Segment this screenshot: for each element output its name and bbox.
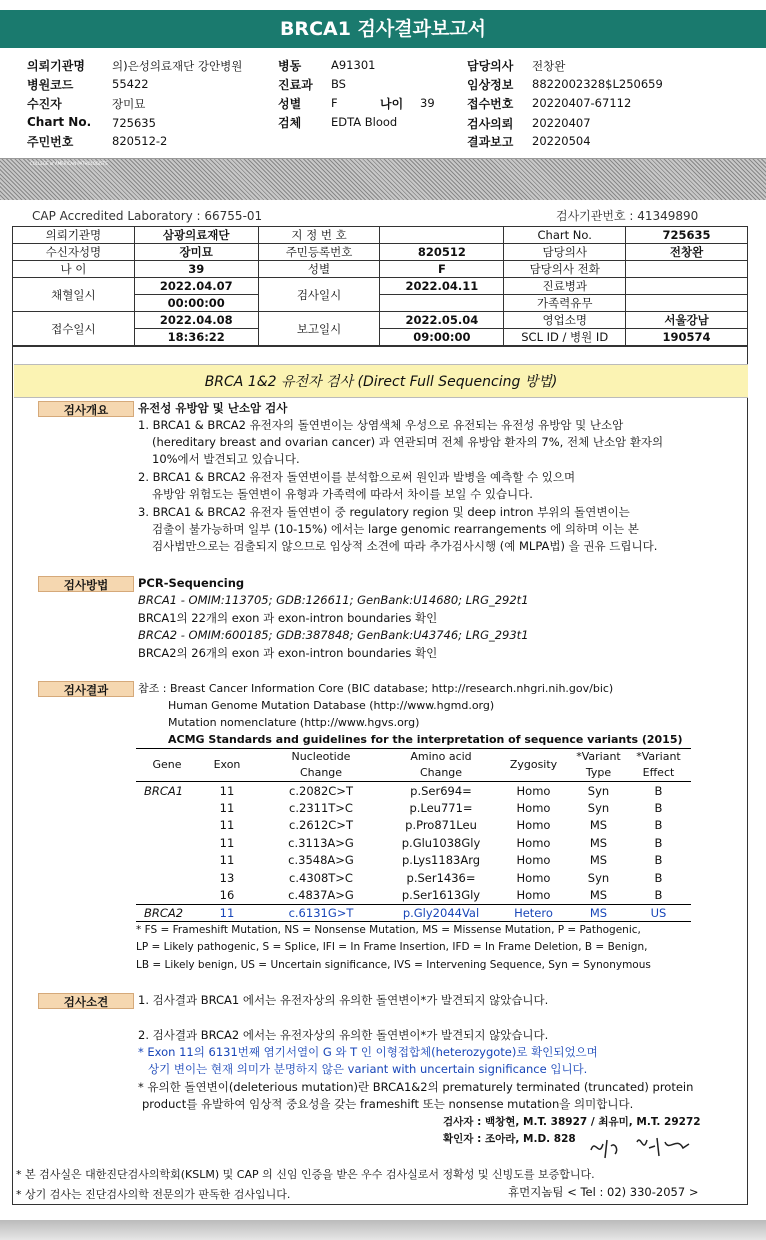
cap-accreditation: CAP Accredited Laboratory : 66755-01 [32,209,263,223]
info-value: F [380,261,504,278]
variant-header-row [136,749,691,782]
footer-contact: 휴먼지놈팀 < Tel : 02) 330-2057 > [508,1185,699,1199]
finding-line: product를 유발하여 임상적 중요성을 갖는 frameshift 또는 nonsense mutation을 의미합니다. [142,1097,634,1111]
tag-overview: 검사개요 [38,401,134,417]
variant-row [136,799,691,817]
variant-cell: p.Ser1613Gly [401,888,481,902]
info-label: 보고일시 [258,312,380,346]
value-ward: A91301 [331,58,376,72]
label-chart-no: Chart No. [27,115,92,129]
value-hospital-code: 55422 [112,77,149,91]
variant-cell: Homo [516,818,551,833]
patient-info-table [12,226,748,346]
variant-cell [136,817,198,835]
value-clinical: 8822002328$L250659 [532,77,663,91]
variant-cell: B [654,835,663,850]
variant-cell: MS [589,853,608,868]
overview-line: 10%에서 발견되고 있습니다. [152,452,300,466]
variant-cell: Syn [587,783,610,798]
info-row [13,312,748,329]
info-label: 주민등록번호 [258,244,380,261]
footer-note: * 상기 검사는 진단검사의학 전문의가 판독한 검사입니다. [16,1188,291,1201]
label-specimen: 검체 [278,116,302,130]
variant-cell: B [654,818,663,833]
value-reported: 20220504 [532,134,591,148]
variant-table [136,748,691,922]
variant-cell: Homo [516,888,551,902]
report-title: BRCA1 검사결과보고서 [0,10,766,48]
info-value: 2022.04.08 [134,312,258,329]
variant-cell: c.6131G>T [256,904,386,922]
info-value [626,278,748,295]
info-value [626,295,748,312]
value-requester: 의)은성의료재단 강안병원 [112,59,243,73]
variant-cell: Homo [516,853,551,868]
finding-line: 2. 검사결과 BRCA2 에서는 유전자상의 유의한 돌연변이*가 발견되지 않았습니다. [138,1028,549,1042]
overview-line: 3. BRCA1 & BRCA2 유전자 돌연변이 중 regulatory region 및 deep intron 부위의 돌연변이는 [138,505,630,519]
variant-row [136,869,691,887]
label-age: 나이 [380,97,404,111]
variant-row [136,887,691,905]
col-exon: Exon [198,749,256,782]
variant-cell: p.Lys1183Arg [401,853,481,868]
variant-row [136,852,691,870]
info-row [13,244,748,261]
value-specimen: EDTA Blood [331,115,398,129]
label-receipt: 접수번호 [467,97,514,111]
col-zygosity: Zygosity [496,749,571,782]
info-label: 담당의사 [504,244,626,261]
bottom-edge [0,1220,766,1240]
variant-row [136,782,691,800]
variant-cell: c.4837A>G [288,888,354,902]
info-value: 2022.04.11 [380,278,504,295]
label-hospital-code: 병원코드 [27,78,74,92]
info-label: 의뢰기관명 [13,227,135,244]
tag-findings: 검사소견 [38,993,134,1009]
variant-cell: MS [589,888,608,902]
reference-line: Mutation nomenclature (http://www.hgvs.org) [168,716,420,729]
info-label: 성별 [258,261,380,278]
info-value: 장미묘 [134,244,258,261]
method-line: BRCA1의 22개의 exon 과 exon-intron boundaries 확인 [138,611,438,625]
overview-line: 유방암 위험도는 돌연변이 유형과 가족력에 따라서 차이를 보일 수 있습니다. [152,487,533,501]
overview-line: 검출이 불가능하며 일부 (10-15%) 에서는 large genomic rearrangements 에 의하며 이는 본 [152,522,639,536]
overview-heading: 유전성 유방암 및 난소암 검사 [138,401,288,415]
finding-line-highlight: 상기 변이는 현재 의미가 분명하지 않은 variant with uncertain significance 입니다. [148,1062,588,1076]
variant-cell: 11 [219,818,235,833]
variant-cell: Homo [516,800,551,815]
variant-cell: US [626,904,691,922]
label-reported: 결과보고 [467,135,514,149]
info-value [380,227,504,244]
variant-cell [136,887,198,905]
method-line: BRCA2 - OMIM:600185; GDB:387848; GenBank:U43746; LRG_293t1 [138,628,529,642]
reference-line: ACMG Standards and guidelines for the interpretation of sequence variants (2015) [168,733,683,746]
variant-cell: p.Ser694= [410,783,472,798]
label-sex: 성별 [278,97,302,111]
variant-cell: p.Leu771= [409,800,473,815]
info-value [626,261,748,278]
variant-row [136,817,691,835]
value-age: 39 [420,96,435,110]
overview-line: 2. BRCA1 & BRCA2 유전자 돌연변이를 분석함으로써 원인과 발병을 예측할 수 있으며 [138,470,576,484]
info-value: 190574 [626,329,748,346]
signature-icon [585,1128,695,1164]
info-value: 820512 [380,244,504,261]
info-row [13,261,748,278]
variant-cell: c.2082C>T [289,783,353,798]
info-label: 가족력유무 [504,295,626,312]
variant-row [136,834,691,852]
info-value: 09:00:00 [380,329,504,346]
finding-line: 1. 검사결과 BRCA1 에서는 유전자상의 유의한 돌연변이*가 발견되지 않았습니다. [138,993,549,1007]
info-label: Chart No. [504,227,626,244]
variant-cell: MS [571,904,626,922]
value-receipt: 20220407-67112 [532,96,632,110]
footnote-line: * FS = Frameshift Mutation, NS = Nonsense Mutation, MS = Missense Mutation, P = Pathogenic, [136,924,641,936]
info-row [13,227,748,244]
info-value: 전창완 [626,244,748,261]
col-variant-effect: *Variant Effect [626,749,691,782]
footnote-line: LP = Likely pathogenic, S = Splice, IFI = In Frame Insertion, IFD = In Frame Deletion, B = Benign, [136,941,648,953]
info-value: 00:00:00 [134,295,258,312]
value-id-no: 820512-2 [112,134,168,148]
col-gene: Gene [136,749,198,782]
variant-cell: p.Ser1436= [406,870,476,885]
footnote-line: LB = Likely benign, US = Uncertain significance, IVS = Intervening Sequence, Syn = Synonymous [136,959,651,971]
variant-cell: B [654,870,663,885]
variant-cell [136,799,198,817]
variant-cell: p.Glu1038Gly [401,835,481,850]
variant-cell: B [654,800,663,815]
variant-cell: BRCA1 [144,783,184,798]
info-row [13,278,748,295]
overview-line: 1. BRCA1 & BRCA2 유전자의 돌연변이는 상염색체 우성으로 유전되는 유전성 유방암 및 난소암 [138,418,624,432]
info-label: 수신자성명 [13,244,135,261]
tag-results: 검사결과 [38,681,134,697]
variant-cell: c.2311T>C [289,800,353,815]
info-label: 영업소명 [504,312,626,329]
confirmer-name: 확인자 : 조아라, M.D. 828 [443,1133,576,1145]
label-id-no: 주민번호 [27,135,74,149]
variant-cell: B [654,853,663,868]
variant-cell: c.2612C>T [289,818,353,833]
variant-cell: Hetero [496,904,571,922]
label-ward: 병동 [278,59,302,73]
method-line: BRCA2의 26개의 exon 과 exon-intron boundaries 확인 [138,646,438,660]
overview-line: (hereditary breast and ovarian cancer) 과 연관되며 전체 유방암 환자의 7%, 전체 난소암 환자의 [152,435,664,449]
variant-cell: Syn [587,870,610,885]
variant-cell: c.4308T>C [289,870,353,885]
scanned-band [0,158,766,200]
label-clinical: 임상정보 [467,78,514,92]
reference-line: 참조 : Breast Cancer Information Core (BIC database; http://research.nhgri.nih.gov/bic) [138,682,614,695]
info-value: 725635 [626,227,748,244]
label-doctor: 담당의사 [467,59,514,73]
label-requester: 의뢰기관명 [27,59,85,73]
variant-cell: p.Pro871Leu [405,818,477,833]
value-dept: BS [331,77,346,91]
variant-cell: Homo [516,783,551,798]
variant-cell: c.3548A>G [288,853,354,868]
variant-cell: 11 [219,783,235,798]
footer-accreditation: * 본 검사실은 대한진단검사의학회(KSLM) 및 CAP 의 신임 인증을 받은 우수 검사실로서 정확성 및 신빙도를 보증합니다. [16,1168,595,1181]
label-dept: 진료과 [278,78,313,92]
info-value: 삼광의료재단 [134,227,258,244]
info-value: 39 [134,261,258,278]
variant-cell: B [654,783,663,798]
col-nucleotide: Nucleotide Change [256,749,386,782]
info-label: 나 이 [13,261,135,278]
variant-cell: B [654,888,663,902]
variant-cell: 13 [219,870,235,885]
info-value: 2022.05.04 [380,312,504,329]
value-sex: F [331,96,338,110]
cap-caption: COLLEGE of AMERICAN PATHOLOGISTS [30,161,108,166]
info-value: 2022.04.07 [134,278,258,295]
variant-cell [136,834,198,852]
finding-line: * 유의한 돌연변이(deleterious mutation)란 BRCA1&2의 prematurely terminated (truncated) protein [138,1080,694,1094]
variant-cell: MS [589,835,608,850]
variant-cell: Syn [587,800,610,815]
info-label: 채혈일시 [13,278,135,312]
variant-cell: Homo [516,870,551,885]
info-label: 지 정 번 호 [258,227,380,244]
method-heading: PCR-Sequencing [138,576,245,590]
variant-cell: p.Gly2044Val [386,904,496,922]
value-chart-no: 725635 [112,116,156,130]
info-label: 접수일시 [13,312,135,346]
tester-names: 검사자 : 백창현, M.T. 38927 / 최유미, M.T. 29272 [443,1116,701,1128]
info-label: 진료병과 [504,278,626,295]
col-amino-acid: Amino acid Change [386,749,496,782]
value-request: 20220407 [532,116,591,130]
institution-number: 검사기관번호 : 41349890 [556,209,699,223]
variant-cell: 11 [219,800,235,815]
value-doctor: 전창완 [532,59,566,73]
variant-cell: BRCA2 [136,904,198,922]
info-label: SCL ID / 병원 ID [504,329,626,346]
variant-cell [136,852,198,870]
method-line: BRCA1 - OMIM:113705; GDB:126611; GenBank:U14680; LRG_292t1 [138,593,529,607]
info-label: 검사일시 [258,278,380,312]
variant-cell: 11 [219,835,235,850]
label-patient: 수진자 [27,97,62,111]
variant-row [136,904,691,922]
info-label: 담당의사 전화 [504,261,626,278]
variant-cell: 16 [219,888,235,902]
variant-cell: Homo [516,835,551,850]
variant-cell: c.3113A>G [288,835,354,850]
label-request: 검사의뢰 [467,117,514,131]
value-patient: 장미묘 [112,97,146,111]
method-title: BRCA 1&2 유전자 검사 (Direct Full Sequencing 방법) [14,364,748,398]
col-variant-type: *Variant Type [571,749,626,782]
variant-cell: MS [589,818,608,833]
info-value: 서울강남 [626,312,748,329]
info-value [380,295,504,312]
overview-line: 검사법만으로는 검출되지 않으므로 임상적 소견에 따라 추가검사시행 (예 MLPA법) 을 권유 드립니다. [152,539,658,553]
info-value: 18:36:22 [134,329,258,346]
variant-cell: 11 [198,904,256,922]
tag-method: 검사방법 [38,576,134,592]
reference-line: Human Genome Mutation Database (http://www.hgmd.org) [168,699,495,712]
finding-line-highlight: * Exon 11의 6131번째 염기서열이 G 와 T 인 이형접합체(heterozygote)로 확인되었으며 [138,1045,598,1059]
variant-cell: 11 [219,853,235,868]
variant-cell [136,869,198,887]
